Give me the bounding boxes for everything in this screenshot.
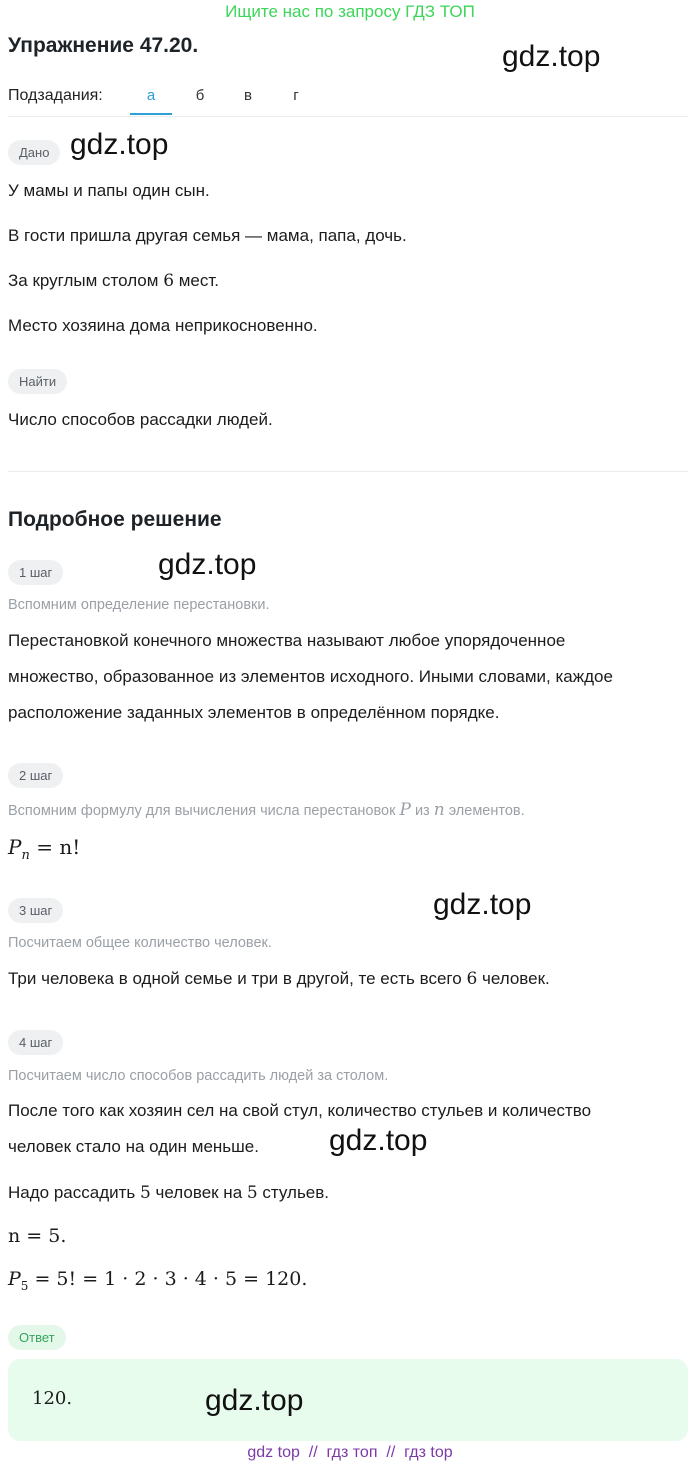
watermark: gdz.top <box>158 548 257 581</box>
step-chip: 3 шаг <box>8 898 63 923</box>
answer-value: 120. <box>32 1388 73 1409</box>
given-line: У мамы и папы один сын. <box>8 181 210 200</box>
step-text: Надо рассадить 5 человек на 5 стульев. <box>8 1183 330 1203</box>
watermark: gdz.top <box>205 1384 304 1417</box>
given-line: В гости пришла другая семья — мама, папа, дочь. <box>8 226 407 245</box>
step-chip: 1 шаг <box>8 560 63 585</box>
step-text: Три человека в одной семье и три в другой, те есть всего 6 человек. <box>8 969 550 989</box>
watermark: gdz.top <box>502 40 601 73</box>
divider <box>8 116 688 117</box>
answer-box <box>8 1359 688 1441</box>
tab-a[interactable]: а <box>146 87 156 104</box>
watermark: gdz.top <box>433 888 532 921</box>
find-text: Число способов рассадки людей. <box>8 410 273 429</box>
active-tab-indicator <box>130 113 172 115</box>
step-hint: Посчитаем число способов рассадить людей за столом. <box>8 1068 389 1084</box>
step-chip: 4 шаг <box>8 1030 63 1055</box>
step-chip: 2 шаг <box>8 763 63 788</box>
search-banner: Ищите нас по запросу ГДЗ ТОП <box>225 2 475 21</box>
formula: $P_5 = 5$! = 1 · 2 · 3 · 4 · 5 = 120. <box>8 1268 308 1293</box>
watermark: gdz.top <box>70 128 169 161</box>
solution-title: Подробное решение <box>8 508 222 531</box>
given-line: За круглым столом 6 мест. <box>8 271 220 291</box>
given-line: Место хозяина дома неприкосновенно. <box>8 316 318 335</box>
step-paragraph: Перестановкой конечного множества называют любое упорядоченное множество, образованное из элементов исходного. Иными словами, каждое расположение заданных элементов в определённом порядке. <box>8 631 613 722</box>
step-hint: Вспомним формулу для вычисления числа перестановок P из n элементов. <box>8 800 525 820</box>
step-hint: Посчитаем общее количество человек. <box>8 935 272 951</box>
given-chip: Дано <box>8 140 60 165</box>
formula: $P_n = n$! <box>8 835 81 863</box>
find-chip: Найти <box>8 369 67 394</box>
tab-v[interactable]: в <box>244 87 252 104</box>
formula: n = 5. <box>8 1225 67 1247</box>
page-title: Упражнение 47.20. <box>8 34 199 57</box>
divider <box>8 471 688 472</box>
tab-g[interactable]: г <box>293 87 299 104</box>
tab-b[interactable]: б <box>195 87 205 104</box>
step-hint: Вспомним определение перестановки. <box>8 597 270 613</box>
subtasks-label: Подзадания: <box>8 87 103 104</box>
answer-chip: Ответ <box>8 1325 66 1350</box>
footer-links[interactable]: gdz top // гдз топ // гдз top <box>247 1444 453 1461</box>
step-paragraph: После того как хозяин сел на свой стул, количество стульев и количество человек стало на один меньше. <box>8 1101 592 1156</box>
watermark: gdz.top <box>329 1124 428 1157</box>
